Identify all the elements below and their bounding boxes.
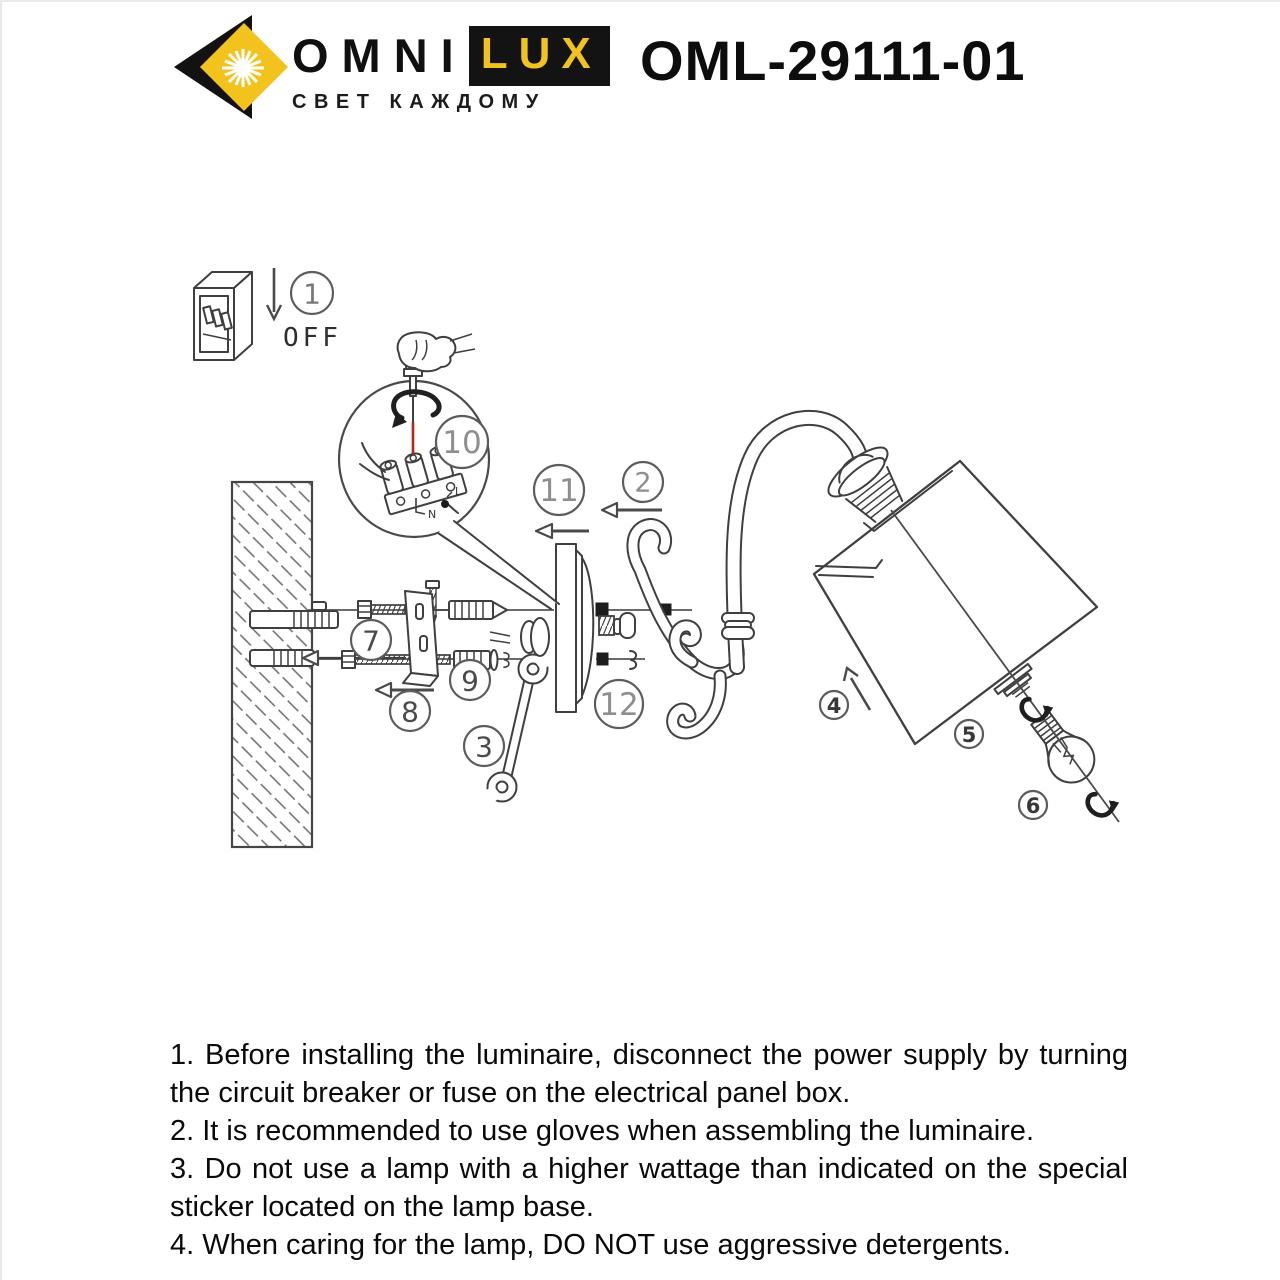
svg-text:12: 12 <box>599 687 639 723</box>
svg-text:5: 5 <box>961 723 977 747</box>
hand-icon <box>398 332 475 371</box>
power-off-arrow-icon <box>267 268 281 319</box>
nut-icon <box>597 653 608 665</box>
c-clip-icon <box>504 653 509 667</box>
svg-text:6: 6 <box>1025 794 1041 818</box>
sleeve-screw-upper-icon <box>434 601 507 619</box>
svg-text:1: 1 <box>303 277 321 311</box>
lamp-axis-line <box>891 510 1119 822</box>
neutral-wire-label: N <box>428 508 437 521</box>
svg-text:3: 3 <box>475 730 493 764</box>
canopy-plate <box>556 544 593 712</box>
hex-bolt-upper-icon <box>358 601 405 618</box>
live-wire-label: L <box>455 485 462 498</box>
step-10-badge <box>436 416 488 468</box>
brand-word-omni: OMNI <box>292 29 467 82</box>
c-clip-icon <box>630 651 636 669</box>
step-12-badge <box>595 680 643 728</box>
step-8-badge <box>390 691 430 731</box>
bulb-icon <box>1022 704 1104 792</box>
rotate-arrow-icon <box>1084 787 1122 820</box>
brand-word-lux: LUX <box>480 29 602 78</box>
lamp-arm <box>722 418 860 667</box>
step-2-badge <box>623 462 663 502</box>
instruction-item-3: 3. Do not use a lamp with a higher wattage than indicated on the special sticker located on the lamp base. <box>170 1153 1128 1223</box>
step-4-badge <box>820 691 848 719</box>
circuit-breaker-icon <box>194 272 252 360</box>
svg-text:2: 2 <box>634 467 652 499</box>
lamp-socket-icon <box>821 439 918 535</box>
mounting-bracket-icon <box>403 591 438 686</box>
shade-hem <box>816 560 882 577</box>
step-5-badge <box>955 720 983 748</box>
instruction-item-1: 1. Before installing the luminaire, disconnect the power supply by turning the circuit breaker or fuse on the electrical panel box. <box>170 1039 1128 1109</box>
svg-text:10: 10 <box>442 425 482 461</box>
instructions-section <box>170 1036 1128 1264</box>
canopy-dome <box>582 558 593 696</box>
step-1-badge <box>291 272 333 314</box>
detail-bubble <box>339 332 559 609</box>
nut-icon <box>596 603 608 616</box>
svg-text:9: 9 <box>461 664 479 698</box>
step-6-badge <box>1019 791 1047 819</box>
model-number: OML-29111-01 <box>640 29 1026 92</box>
ring-nut-icon <box>994 664 1039 704</box>
canopy-arrow-icon <box>536 524 589 538</box>
instruction-item-2: 2. It is recommended to use gloves when assembling the luminaire. <box>170 1115 1034 1147</box>
step-7-badge <box>351 620 391 660</box>
off-label: OFF <box>283 323 342 353</box>
scroll-arrow-icon <box>602 503 662 517</box>
arm-collar-icon <box>722 613 754 639</box>
svg-text:7: 7 <box>362 624 380 658</box>
cap-nut-icon <box>599 613 635 638</box>
step-11-badge <box>534 465 584 515</box>
brand-tagline: СВЕТ КАЖДОМУ <box>292 91 546 113</box>
svg-text:11: 11 <box>539 473 579 509</box>
svg-text:4: 4 <box>826 694 842 718</box>
step-9-badge <box>450 660 490 700</box>
step-3-badge <box>464 726 504 766</box>
svg-text:8: 8 <box>401 695 419 729</box>
rosette-icon <box>490 618 549 656</box>
instruction-item-4: 4. When caring for the lamp, DO NOT use aggressive detergents. <box>170 1229 1011 1261</box>
